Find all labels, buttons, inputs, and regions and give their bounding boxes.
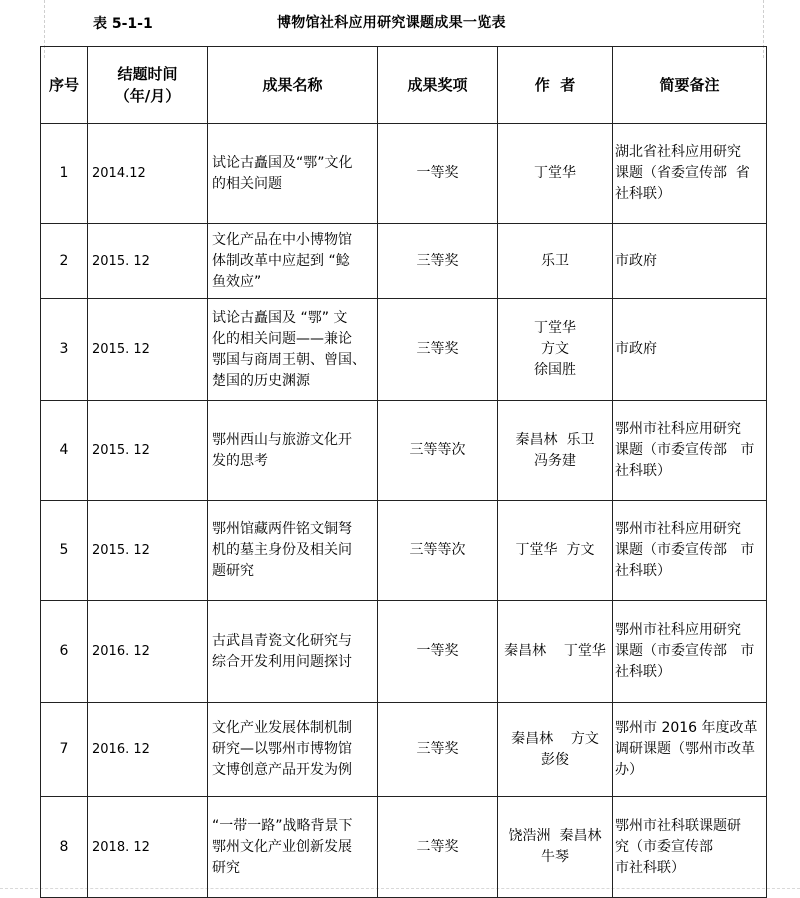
- table-title: 博物馆社科应用研究课题成果一览表: [277, 15, 506, 31]
- table-row: [41, 703, 767, 797]
- cell-note: [613, 299, 767, 401]
- cell-authors: [498, 401, 613, 501]
- header-date-line: （年/月）: [114, 87, 181, 105]
- cell-date: 2015. 12: [88, 299, 208, 401]
- cell-name: [208, 401, 378, 501]
- cell-note: [613, 124, 767, 224]
- header-date-line: 结题时间: [117, 65, 178, 83]
- cell-authors-line: 冯务建: [534, 452, 576, 469]
- cell-index: 2: [41, 224, 88, 299]
- cell-name-line: 文博创意产品开发为例: [212, 762, 352, 778]
- cell-authors-line: 饶浩洲 秦昌林: [508, 828, 602, 844]
- cell-date: 2016. 12: [88, 601, 208, 703]
- cell-authors-line: 乐卫: [541, 252, 569, 269]
- cell-award: 三等奖: [378, 224, 498, 299]
- cell-note-line: 究（市委宣传部: [615, 838, 713, 855]
- cell-name-line: 研究—以鄂州市博物馆: [212, 741, 352, 757]
- header-award: 成果奖项: [378, 47, 498, 124]
- cell-authors: [498, 501, 613, 601]
- cell-name-line: 的相关问题: [212, 175, 282, 192]
- cell-note-line: 鄂州市社科联课题研: [615, 817, 741, 834]
- cell-authors: [498, 299, 613, 401]
- cell-note-line: 市政府: [615, 341, 657, 357]
- cell-authors-line: 丁堂华: [534, 165, 576, 181]
- cell-note-line: 办）: [615, 762, 643, 778]
- cell-name-line: 发的思考: [212, 452, 268, 469]
- cell-note-line: 课题（市委宣传部 市: [615, 442, 755, 458]
- cell-note: [613, 797, 767, 898]
- cell-name-line: 题研究: [212, 563, 254, 579]
- header-author: 作 者: [498, 47, 613, 124]
- cell-name: [208, 124, 378, 224]
- cell-name-line: 体制改革中应起到 “鲶: [212, 252, 350, 269]
- cell-date: 2015. 12: [88, 501, 208, 601]
- cell-name-line: 试论古矗国及“鄂”文化: [212, 154, 353, 171]
- cell-authors-line: 牛琴: [541, 849, 569, 865]
- cell-index: 3: [41, 299, 88, 401]
- cell-award: 三等奖: [378, 299, 498, 401]
- cell-index: 1: [41, 124, 88, 224]
- cell-index: 4: [41, 401, 88, 501]
- cell-note: [613, 703, 767, 797]
- cell-name-line: 文化产业发展体制机制: [212, 720, 352, 736]
- table-row: [41, 601, 767, 703]
- table-body: [41, 124, 767, 898]
- cell-authors-line: 丁堂华: [534, 320, 576, 336]
- cell-name-line: 文化产品在中小博物馆: [212, 231, 352, 248]
- cell-authors-line: 秦昌林 乐卫: [515, 431, 595, 448]
- cell-authors-line: 彭俊: [541, 751, 569, 768]
- cell-name: [208, 601, 378, 703]
- cell-date: 2016. 12: [88, 703, 208, 797]
- cell-note-line: 社科联）: [615, 664, 671, 680]
- cell-authors: [498, 797, 613, 898]
- cell-note: [613, 224, 767, 299]
- cell-index: 7: [41, 703, 88, 797]
- cell-note: [613, 601, 767, 703]
- cell-authors: [498, 703, 613, 797]
- header-date: [88, 47, 208, 124]
- cell-authors-line: 方文: [541, 341, 569, 357]
- cell-note-line: 课题（市委宣传部 市: [615, 643, 755, 659]
- cell-authors-line: 徐国胜: [534, 362, 576, 378]
- cell-note-line: 课题（市委宣传部 市: [615, 542, 755, 558]
- cell-award: 三等等次: [378, 401, 498, 501]
- header-name: 成果名称: [208, 47, 378, 124]
- cell-award: 三等奖: [378, 703, 498, 797]
- cell-note-line: 鄂州市社科应用研究: [615, 421, 741, 437]
- cell-date: 2015. 12: [88, 224, 208, 299]
- cell-note-line: 社科联）: [615, 186, 671, 202]
- header-row: [41, 47, 767, 124]
- cell-note-line: 鄂州市社科应用研究: [615, 521, 741, 537]
- cell-name-line: 试论古矗国及 “鄂” 文: [212, 309, 348, 326]
- cell-note-line: 调研课题（鄂州市改革: [615, 741, 755, 757]
- table-row: [41, 124, 767, 224]
- cell-name-line: 化的相关问题——兼论: [212, 330, 352, 347]
- cell-name: [208, 797, 378, 898]
- cell-name-line: “一带一路”战略背景下: [212, 817, 353, 834]
- cell-name-line: 鄂国与商周王朝、曾国、: [212, 351, 366, 368]
- cell-name: [208, 703, 378, 797]
- table-row: [41, 401, 767, 501]
- cell-name: [208, 224, 378, 299]
- cell-name: [208, 501, 378, 601]
- cell-name-line: 研究: [212, 859, 240, 876]
- cell-authors-line: 秦昌林 方文: [511, 730, 599, 747]
- cell-note-line: 湖北省社科应用研究: [615, 144, 741, 160]
- cell-authors: [498, 224, 613, 299]
- cell-authors: [498, 124, 613, 224]
- table-row: [41, 797, 767, 898]
- cell-authors-line: 丁堂华 方文: [515, 542, 595, 558]
- cell-award: 三等等次: [378, 501, 498, 601]
- cell-date: 2018. 12: [88, 797, 208, 898]
- cell-note-line: 鄂州市社科应用研究: [615, 622, 741, 638]
- cell-index: 5: [41, 501, 88, 601]
- header-note: 简要备注: [613, 47, 767, 124]
- cell-index: 6: [41, 601, 88, 703]
- cell-award: 一等奖: [378, 601, 498, 703]
- cell-award: 一等奖: [378, 124, 498, 224]
- cell-name-line: 古武昌青瓷文化研究与: [212, 632, 352, 649]
- results-table: [40, 46, 767, 898]
- cell-note-line: 社科联）: [615, 463, 671, 479]
- table-number: 表 5-1-1: [93, 16, 153, 32]
- table-row: [41, 501, 767, 601]
- cell-authors: [498, 601, 613, 703]
- cell-note: [613, 501, 767, 601]
- table-row: [41, 224, 767, 299]
- cell-note-line: 社科联）: [615, 563, 671, 579]
- cell-award: 二等奖: [378, 797, 498, 898]
- cell-date: 2014.12: [88, 124, 208, 224]
- cell-note: [613, 401, 767, 501]
- cell-note-line: 课题（省委宣传部 省: [615, 165, 750, 181]
- cell-name-line: 鄂州西山与旅游文化开: [212, 431, 352, 448]
- cell-note-line: 鄂州市 2016 年度改革: [615, 720, 758, 736]
- cell-name: [208, 299, 378, 401]
- cell-authors-line: 秦昌林 丁堂华: [504, 643, 606, 659]
- cell-note-line: 市社科联）: [615, 859, 685, 876]
- cell-name-line: 机的墓主身份及相关问: [212, 542, 352, 558]
- cell-date: 2015. 12: [88, 401, 208, 501]
- header-index: 序号: [41, 47, 88, 124]
- cell-name-line: 鄂州馆藏两件铭文铜弩: [212, 521, 352, 537]
- cell-index: 8: [41, 797, 88, 898]
- cell-name-line: 综合开发利用问题探讨: [212, 653, 352, 670]
- cell-name-line: 鄂州文化产业创新发展: [212, 838, 352, 855]
- cell-note-line: 市政府: [615, 252, 657, 269]
- cell-name-line: 鱼效应”: [212, 273, 262, 290]
- cell-name-line: 楚国的历史渊源: [212, 372, 310, 389]
- table-row: [41, 299, 767, 401]
